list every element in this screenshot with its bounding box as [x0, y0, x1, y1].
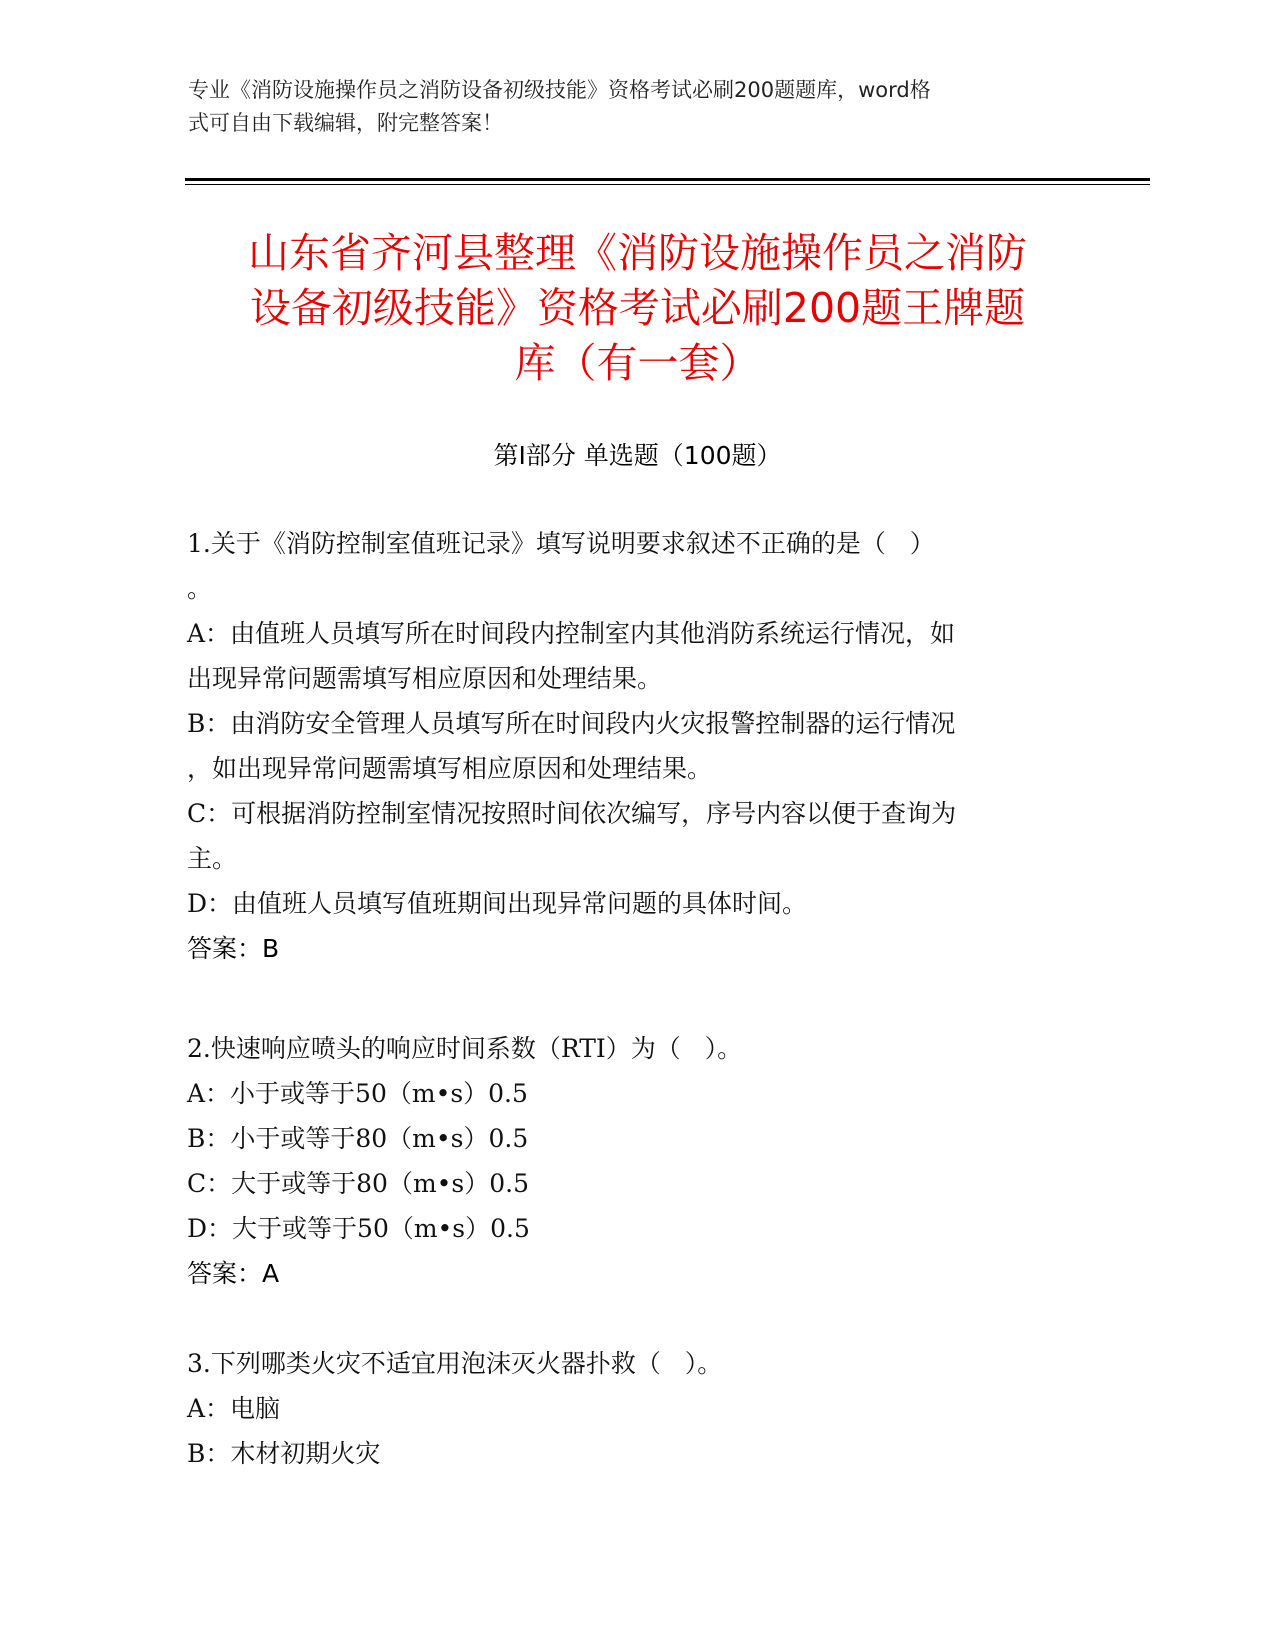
header-divider-thick [185, 178, 1150, 181]
title-line: 山东省齐河县整理《消防设施操作员之消防 [248, 229, 1027, 277]
header-note-line: 专业《消防设施操作员之消防设备初级技能》资格考试必刷200题题库，word格 [188, 78, 931, 102]
header-divider-thin [185, 184, 1150, 185]
option-d: D：大于或等于50（m•s）0.5 [187, 1214, 530, 1243]
question-stem: 。 [187, 574, 213, 603]
question-stem: 1.关于《消防控制室值班记录》填写说明要求叙述不正确的是（ ） [187, 529, 935, 558]
question-3 [187, 1341, 1077, 1476]
option-a: A：由值班人员填写所在时间段内控制室内其他消防系统运行情况，如 [187, 619, 956, 648]
title-line: 库（有一套） [514, 339, 761, 387]
question-stem: 3.下列哪类火灾不适宜用泡沫灭火器扑救（ ）。 [187, 1349, 723, 1378]
option-d: D：由值班人员填写值班期间出现异常问题的具体时间。 [187, 889, 808, 918]
answer: 答案：B [187, 934, 280, 963]
option-a: 出现异常问题需填写相应原因和处理结果。 [187, 664, 663, 693]
option-a: A：小于或等于50（m•s）0.5 [187, 1079, 528, 1108]
question-1 [187, 521, 1077, 971]
section-heading: 第Ⅰ部分 单选题（100题） [493, 441, 782, 470]
header-note [188, 74, 1068, 140]
option-c: 主。 [187, 844, 238, 873]
option-b: B：木材初期火灾 [187, 1439, 381, 1468]
question-2 [187, 1026, 1077, 1296]
option-c: C：可根据消防控制室情况按照时间依次编写，序号内容以便于查询为 [187, 799, 957, 828]
option-b: B：由消防安全管理人员填写所在时间段内火灾报警控制器的运行情况 [187, 709, 956, 738]
option-b: ，如出现异常问题需填写相应原因和处理结果。 [187, 754, 713, 783]
option-b: B：小于或等于80（m•s）0.5 [187, 1124, 529, 1153]
header-note-line: 式可自由下载编辑，附完整答案！ [188, 111, 503, 135]
document-title [160, 226, 1115, 391]
option-a: A：电脑 [187, 1394, 281, 1423]
title-line: 设备初级技能》资格考试必刷200题王牌题 [249, 284, 1026, 332]
answer: 答案：A [187, 1259, 280, 1288]
option-c: C：大于或等于80（m•s）0.5 [187, 1169, 529, 1198]
question-stem: 2.快速响应喷头的响应时间系数（RTI）为（ ）。 [187, 1034, 743, 1063]
